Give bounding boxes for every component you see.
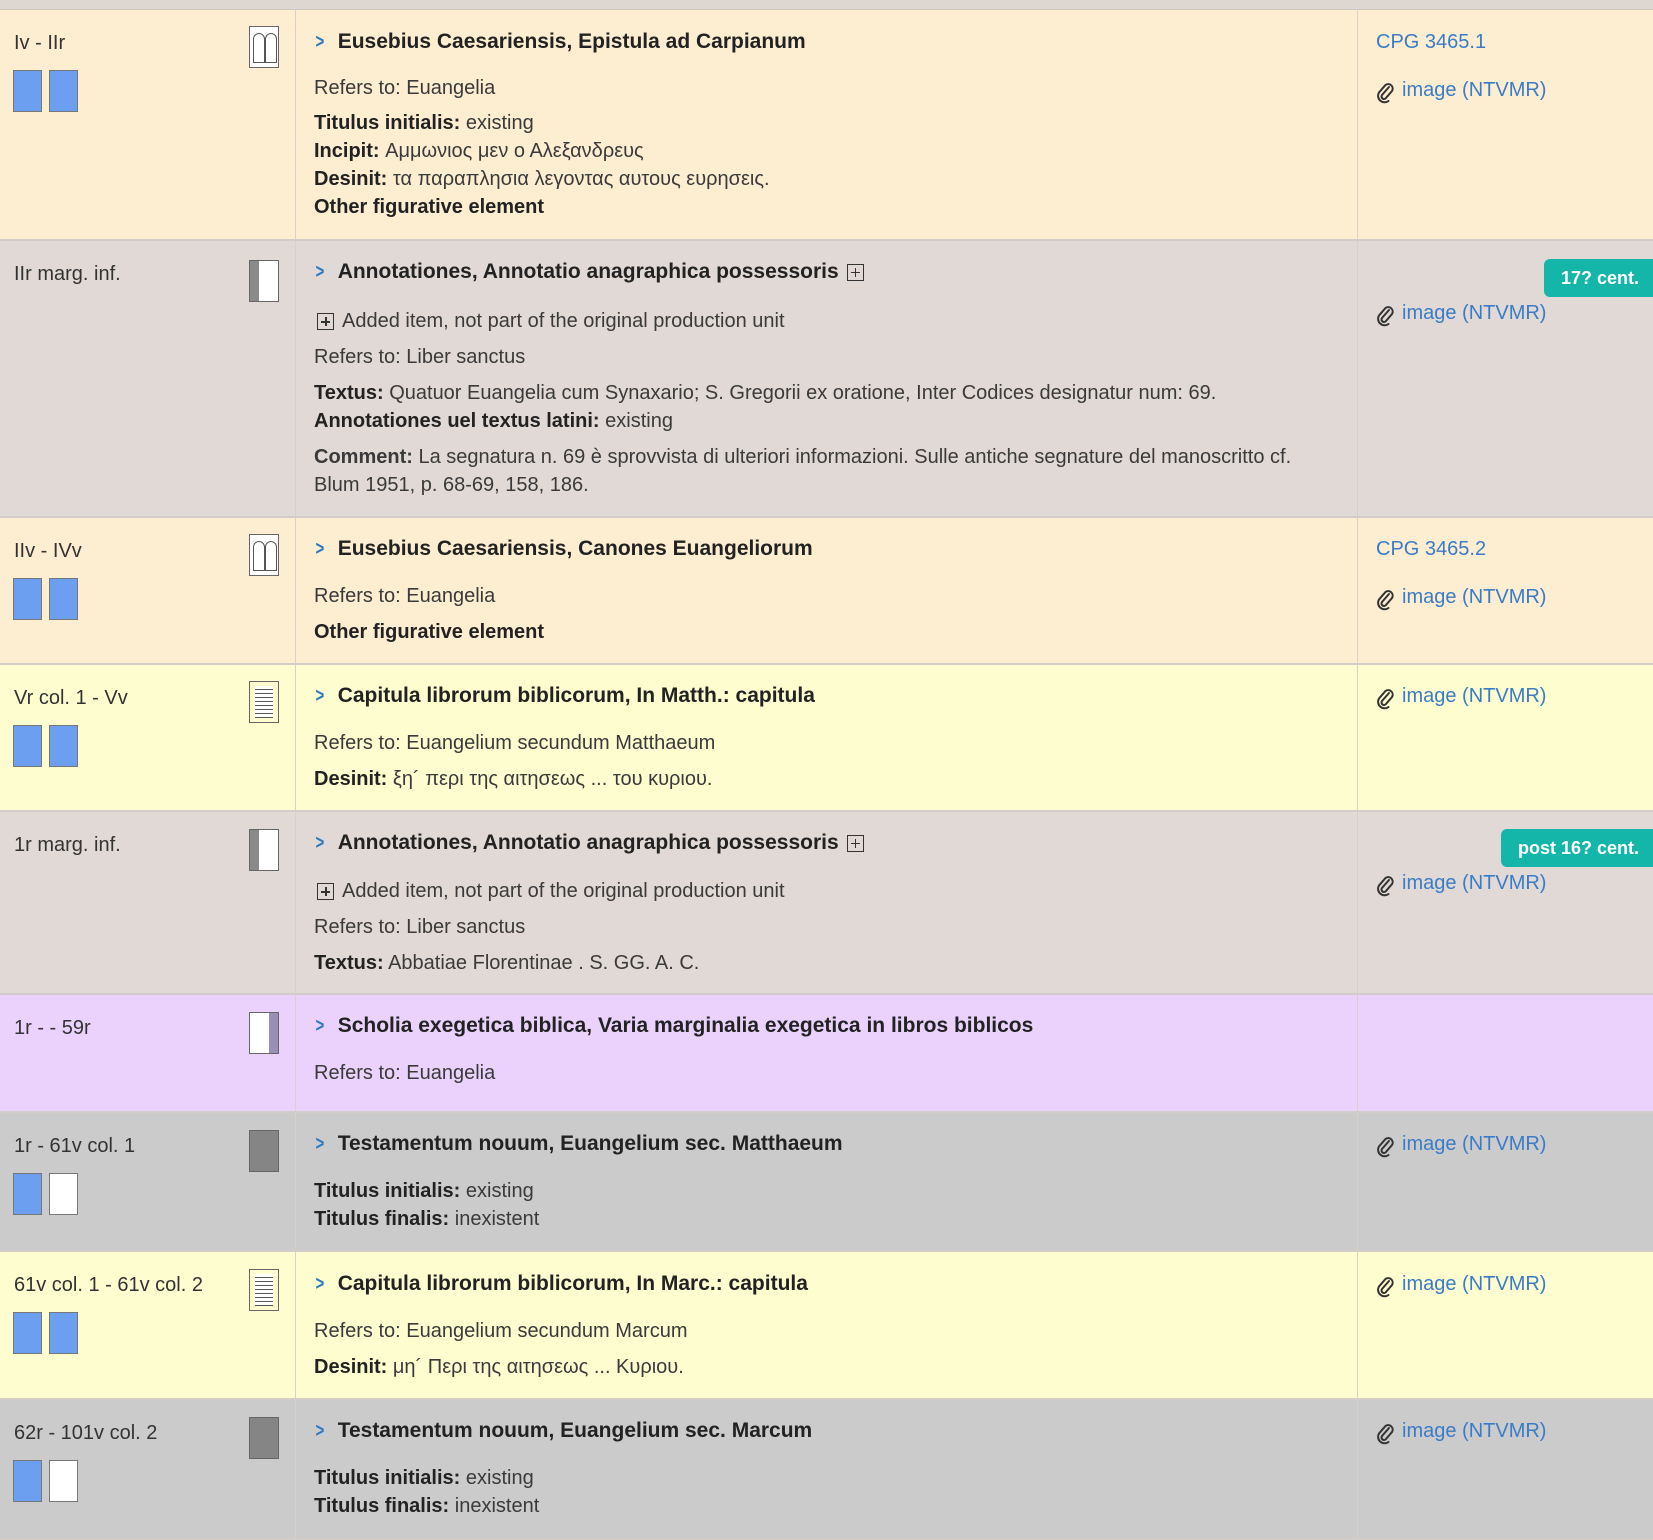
- item-title[interactable]: > Testamentum nouum, Euangelium sec. Marcum: [315, 1419, 813, 1442]
- locus-label: 1r - 61v col. 1: [14, 1135, 136, 1157]
- locus-label: 1r - - 59r: [14, 1017, 91, 1039]
- plus-box-icon: [317, 883, 334, 900]
- hand-blue-icon: [13, 578, 42, 620]
- table-row: [0, 518, 1653, 665]
- titulus-initialis: Titulus initialis: existing: [314, 1180, 534, 1202]
- table-row: [0, 1400, 1653, 1540]
- figurative-element: Other figurative element: [314, 621, 545, 643]
- paperclip-icon: [1376, 303, 1394, 325]
- item-title[interactable]: > Annotationes, Annotatio anagraphica possessoris: [314, 831, 864, 855]
- chevron-right-icon[interactable]: >: [315, 684, 325, 707]
- content-cell: [297, 241, 1358, 516]
- content-cell: [297, 1252, 1358, 1398]
- added-item-note: Added item, not part of the original production unit: [314, 310, 785, 333]
- added-item-note: Added item, not part of the original production unit: [314, 880, 785, 903]
- refers-to: Refers to: Euangelium secundum Marcum: [314, 1320, 688, 1342]
- table-row: [0, 665, 1653, 812]
- locus-label: IIr marg. inf.: [14, 263, 121, 285]
- refers-to: Refers to: Euangelium secundum Matthaeum: [314, 732, 716, 754]
- annotationes-latini: Annotationes uel textus latini: existing: [314, 410, 673, 432]
- refers-to: Refers to: Euangelia: [314, 585, 496, 607]
- locus-label: 62r - 101v col. 2: [14, 1422, 158, 1444]
- image-link[interactable]: image (NTVMR): [1376, 872, 1546, 895]
- textus: Textus: Abbatiae Florentinae . S. GG. A. C.: [314, 952, 700, 974]
- locus-label: 1r marg. inf.: [14, 834, 121, 856]
- locus-label: Vr col. 1 - Vv: [14, 687, 128, 709]
- chevron-right-icon[interactable]: >: [315, 537, 325, 560]
- content-cell: [297, 518, 1358, 663]
- cpg-link[interactable]: CPG 3465.2: [1376, 538, 1487, 560]
- paperclip-icon: [1376, 873, 1394, 895]
- locus-label: 61v col. 1 - 61v col. 2: [14, 1274, 203, 1296]
- chevron-right-icon[interactable]: >: [315, 831, 325, 854]
- cpg-link[interactable]: CPG 3465.1: [1376, 31, 1487, 53]
- table-row: [0, 10, 1653, 241]
- desinit: Desinit: ξη´ περι της αιτησεως ... του κυριου.: [314, 768, 713, 790]
- locus-cell: [0, 518, 296, 663]
- content-cell: [297, 812, 1358, 993]
- item-title[interactable]: > Capitula librorum biblicorum, In Matth.: capitula: [315, 684, 815, 707]
- image-link[interactable]: image (NTVMR): [1376, 685, 1546, 708]
- refers-to: Refers to: Liber sanctus: [314, 346, 526, 368]
- image-link[interactable]: image (NTVMR): [1376, 1133, 1546, 1156]
- links-cell: [1359, 1252, 1653, 1398]
- refers-to: Refers to: Liber sanctus: [314, 916, 526, 938]
- image-link[interactable]: image (NTVMR): [1376, 1420, 1546, 1443]
- margin-left-icon: [249, 829, 279, 871]
- links-cell: [1359, 812, 1653, 993]
- paperclip-icon: [1376, 1421, 1394, 1443]
- item-title[interactable]: > Scholia exegetica biblica, Varia marginalia exegetica in libros biblicos: [315, 1014, 1034, 1037]
- hand-blue-icon: [49, 725, 78, 767]
- links-cell: [1359, 518, 1653, 663]
- hand-blue-icon: [49, 578, 78, 620]
- full-page-icon: [249, 1130, 279, 1172]
- plus-box-icon: [847, 264, 864, 281]
- content-cell: [297, 995, 1358, 1111]
- desinit: Desinit: τα παραπλησια λεγοντας αυτους ευρησεις.: [314, 168, 770, 190]
- paperclip-icon: [1376, 587, 1394, 609]
- content-cell: [297, 1400, 1358, 1538]
- table-row: [0, 812, 1653, 995]
- image-link[interactable]: image (NTVMR): [1376, 79, 1546, 102]
- locus-cell: [0, 665, 296, 810]
- titulus-initialis: Titulus initialis: existing: [314, 112, 534, 134]
- hand-blue-icon: [49, 1312, 78, 1354]
- links-cell: [1359, 1400, 1653, 1538]
- paperclip-icon: [1376, 1274, 1394, 1296]
- titulus-finalis: Titulus finalis: inexistent: [314, 1495, 540, 1517]
- titulus-finalis: Titulus finalis: inexistent: [314, 1208, 540, 1230]
- titulus-initialis: Titulus initialis: existing: [314, 1467, 534, 1489]
- margin-right-icon: [249, 1012, 279, 1054]
- refers-to: Refers to: Euangelia: [314, 1062, 496, 1084]
- margin-left-icon: [249, 260, 279, 302]
- links-cell: [1359, 10, 1653, 239]
- comment: Comment: La segnatura n. 69 è sprovvista di ulteriori informazioni. Sulle antiche segnature del manoscritto cf. Blum 1951, p. 68-69, 158, 186.: [314, 446, 1292, 496]
- item-title[interactable]: > Annotationes, Annotatio anagraphica possessoris: [314, 260, 864, 284]
- links-cell: [1359, 995, 1653, 1111]
- item-title[interactable]: > Capitula librorum biblicorum, In Marc.: capitula: [315, 1272, 808, 1295]
- locus-cell: [0, 1252, 296, 1398]
- locus-label: IIv - IVv: [14, 540, 82, 562]
- content-cell: [297, 665, 1358, 810]
- links-cell: [1359, 665, 1653, 810]
- refers-to: Refers to: Euangelia: [314, 77, 496, 99]
- locus-cell: [0, 10, 296, 239]
- item-title[interactable]: > Eusebius Caesariensis, Canones Euangeliorum: [315, 537, 813, 560]
- image-link[interactable]: image (NTVMR): [1376, 586, 1546, 609]
- locus-cell: [0, 241, 296, 516]
- hand-blank-icon: [49, 1460, 78, 1502]
- image-link[interactable]: image (NTVMR): [1376, 302, 1546, 325]
- previous-row-edge: [0, 0, 1653, 10]
- chevron-right-icon[interactable]: >: [315, 260, 325, 283]
- content-cell: [297, 1113, 1358, 1250]
- lines-list-icon: [249, 681, 279, 723]
- chevron-right-icon[interactable]: >: [315, 1419, 325, 1442]
- date-badge: post 16? cent.: [1501, 829, 1653, 867]
- figurative-element: Other figurative element: [314, 196, 545, 218]
- locus-cell: [0, 995, 296, 1111]
- item-title[interactable]: > Testamentum nouum, Euangelium sec. Matthaeum: [315, 1132, 843, 1155]
- full-page-icon: [249, 1417, 279, 1459]
- content-cell: [297, 10, 1358, 239]
- lines-list-icon: [249, 1269, 279, 1311]
- locus-cell: [0, 812, 296, 993]
- table-row: [0, 1113, 1653, 1252]
- hand-blue-icon: [13, 1173, 42, 1215]
- paperclip-icon: [1376, 686, 1394, 708]
- textus: Textus: Quatuor Euangelia cum Synaxario; S. Gregorii ex oratione, Inter Codices designatur num: 69.: [314, 382, 1217, 404]
- links-cell: [1359, 1113, 1653, 1250]
- desinit: Desinit: μη´ Περι της αιτησεως ... Κυριου.: [314, 1356, 684, 1378]
- plus-box-icon: [317, 313, 334, 330]
- hand-blue-icon: [13, 70, 42, 112]
- locus-label: Iv - IIr: [14, 32, 66, 54]
- chevron-right-icon[interactable]: >: [315, 1014, 325, 1037]
- paperclip-icon: [1376, 1134, 1394, 1156]
- hand-blank-icon: [49, 1173, 78, 1215]
- item-title[interactable]: > Eusebius Caesariensis, Epistula ad Carpianum: [315, 30, 806, 53]
- hand-blue-icon: [13, 1312, 42, 1354]
- chevron-right-icon[interactable]: >: [315, 1272, 325, 1295]
- hand-blue-icon: [13, 725, 42, 767]
- locus-cell: [0, 1113, 296, 1250]
- hand-blue-icon: [13, 1460, 42, 1502]
- table-row: [0, 995, 1653, 1113]
- table-row: [0, 1252, 1653, 1400]
- incipit: Incipit: Αμμωνιος μεν ο Αλεξανδρευς: [314, 140, 644, 162]
- image-link[interactable]: image (NTVMR): [1376, 1273, 1546, 1296]
- paperclip-icon: [1376, 80, 1394, 102]
- hand-blue-icon: [49, 70, 78, 112]
- table-row: [0, 241, 1653, 518]
- canon-table-icon: [249, 26, 279, 68]
- plus-box-icon: [847, 835, 864, 852]
- links-cell: [1359, 241, 1653, 516]
- canon-table-icon: [249, 534, 279, 576]
- chevron-right-icon[interactable]: >: [315, 1132, 325, 1155]
- locus-cell: [0, 1400, 296, 1538]
- date-badge: 17? cent.: [1544, 259, 1653, 297]
- chevron-right-icon[interactable]: >: [315, 30, 325, 53]
